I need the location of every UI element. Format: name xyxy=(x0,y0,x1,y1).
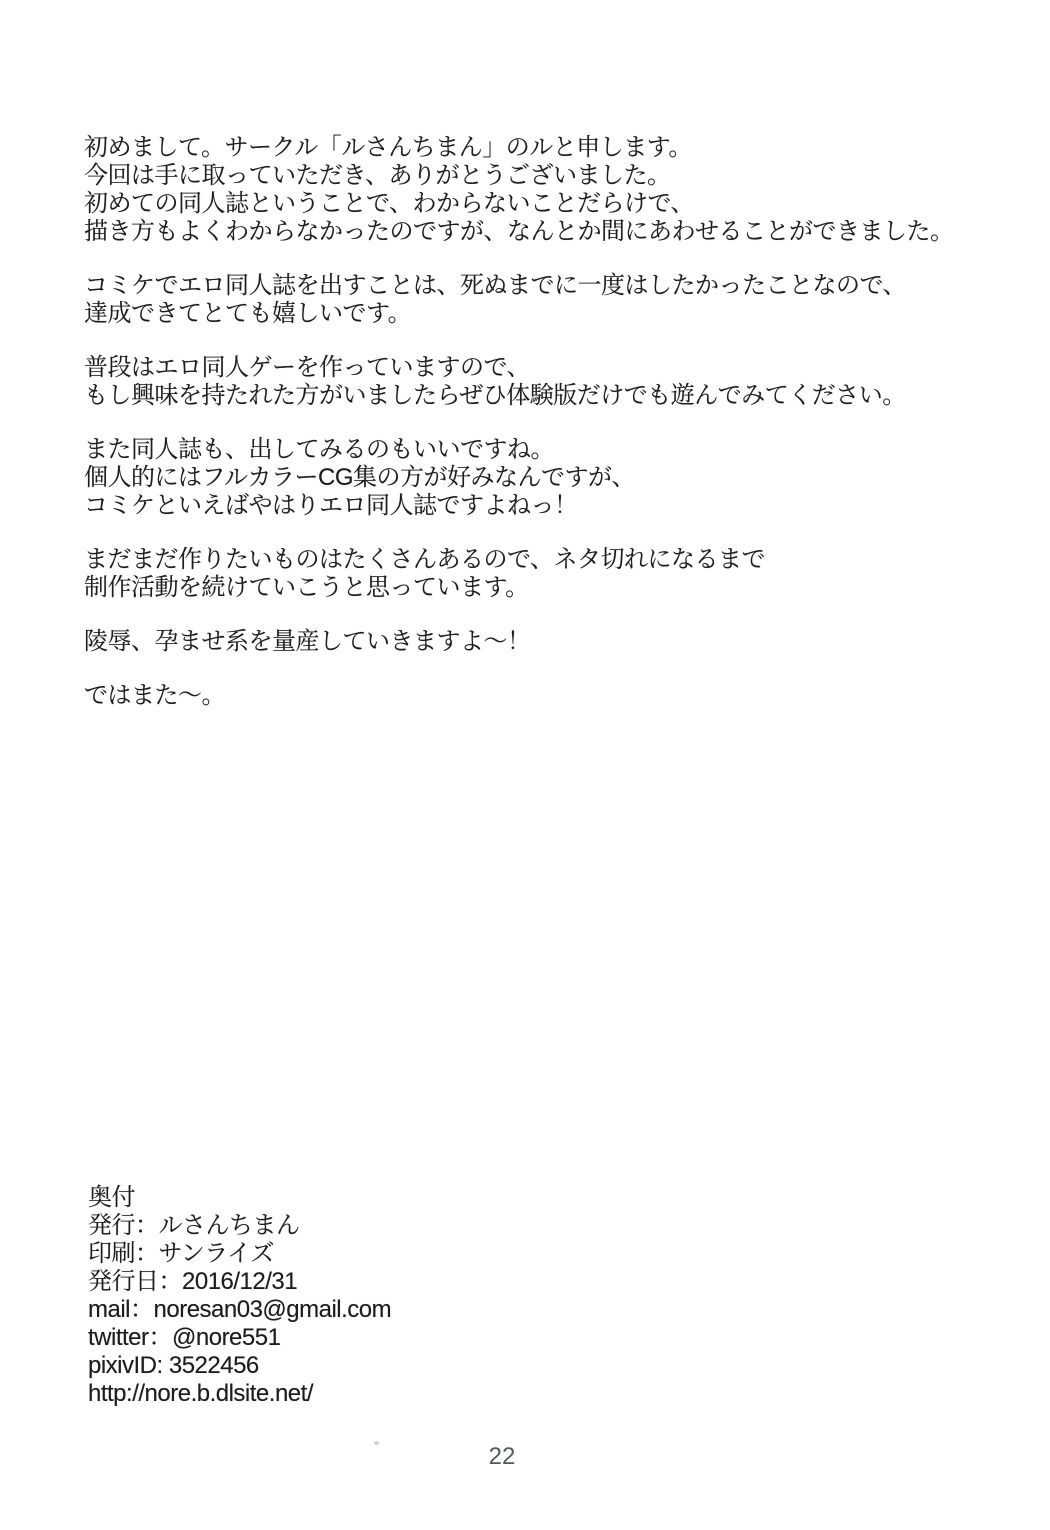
afterword-line: 初めまして。サークル「ルさんちまん」のルと申します。 xyxy=(84,134,692,161)
colophon-title: 奥付 xyxy=(88,1184,135,1211)
colophon-publisher: 発行：ルさんちまん xyxy=(88,1212,300,1239)
afterword-paragraph xyxy=(84,436,954,520)
afterword-line: 個人的にはフルカラーCG集の方が好みなんですが、 xyxy=(84,464,636,491)
scan-speck-artifact xyxy=(374,1441,379,1445)
colophon-mail: mail：noresan03@gmail.com xyxy=(88,1296,392,1323)
afterword-line: ではまた～。 xyxy=(84,682,225,709)
afterword-paragraph xyxy=(84,546,954,602)
afterword-line: 陵辱、孕ませ系を量産していきますよ～！ xyxy=(84,628,531,655)
afterword-paragraph xyxy=(84,682,954,710)
afterword-line: 初めての同人誌ということで、わからないことだらけで、 xyxy=(84,190,695,217)
colophon-block xyxy=(88,1184,391,1408)
afterword-line: まだまだ作りたいものはたくさんあるので、ネタ切れになるまで xyxy=(84,546,766,573)
afterword-paragraph xyxy=(84,354,954,410)
afterword-line: また同人誌も、出してみるのもいいですね。 xyxy=(84,436,554,463)
afterword-paragraph xyxy=(84,628,954,656)
afterword-line: 普段はエロ同人ゲーを作っていますので、 xyxy=(84,354,531,381)
colophon-publish-date: 発行日：2016/12/31 xyxy=(88,1268,298,1295)
afterword-line: コミケでエロ同人誌を出すことは、死ぬまでに一度はしたかったことなので、 xyxy=(84,272,907,299)
colophon-pixiv-id: pixivID: 3522456 xyxy=(88,1352,259,1379)
colophon-twitter: twitter：@nore551 xyxy=(88,1324,281,1351)
afterword-paragraph xyxy=(84,272,954,328)
afterword-paragraph xyxy=(84,134,954,246)
afterword-line: コミケといえばやはりエロ同人誌ですよねっ！ xyxy=(84,492,578,519)
afterword-line: もし興味を持たれた方がいましたらぜひ体験版だけでも遊んでみてください。 xyxy=(84,382,906,409)
afterword-line: 制作活動を続けていこうと思っています。 xyxy=(84,574,529,601)
afterword-line: 達成できてとても嬉しいです。 xyxy=(84,300,412,327)
page-number: 22 xyxy=(488,1443,516,1470)
colophon-printer: 印刷：サンライズ xyxy=(88,1240,274,1267)
afterword-text xyxy=(84,134,954,736)
afterword-line: 描き方もよくわからなかったのですが、なんとか間にあわせることができました。 xyxy=(84,218,954,245)
colophon-website-url: http://nore.b.dlsite.net/ xyxy=(88,1380,313,1407)
afterword-line: 今回は手に取っていただき、ありがとうございました。 xyxy=(84,162,671,189)
